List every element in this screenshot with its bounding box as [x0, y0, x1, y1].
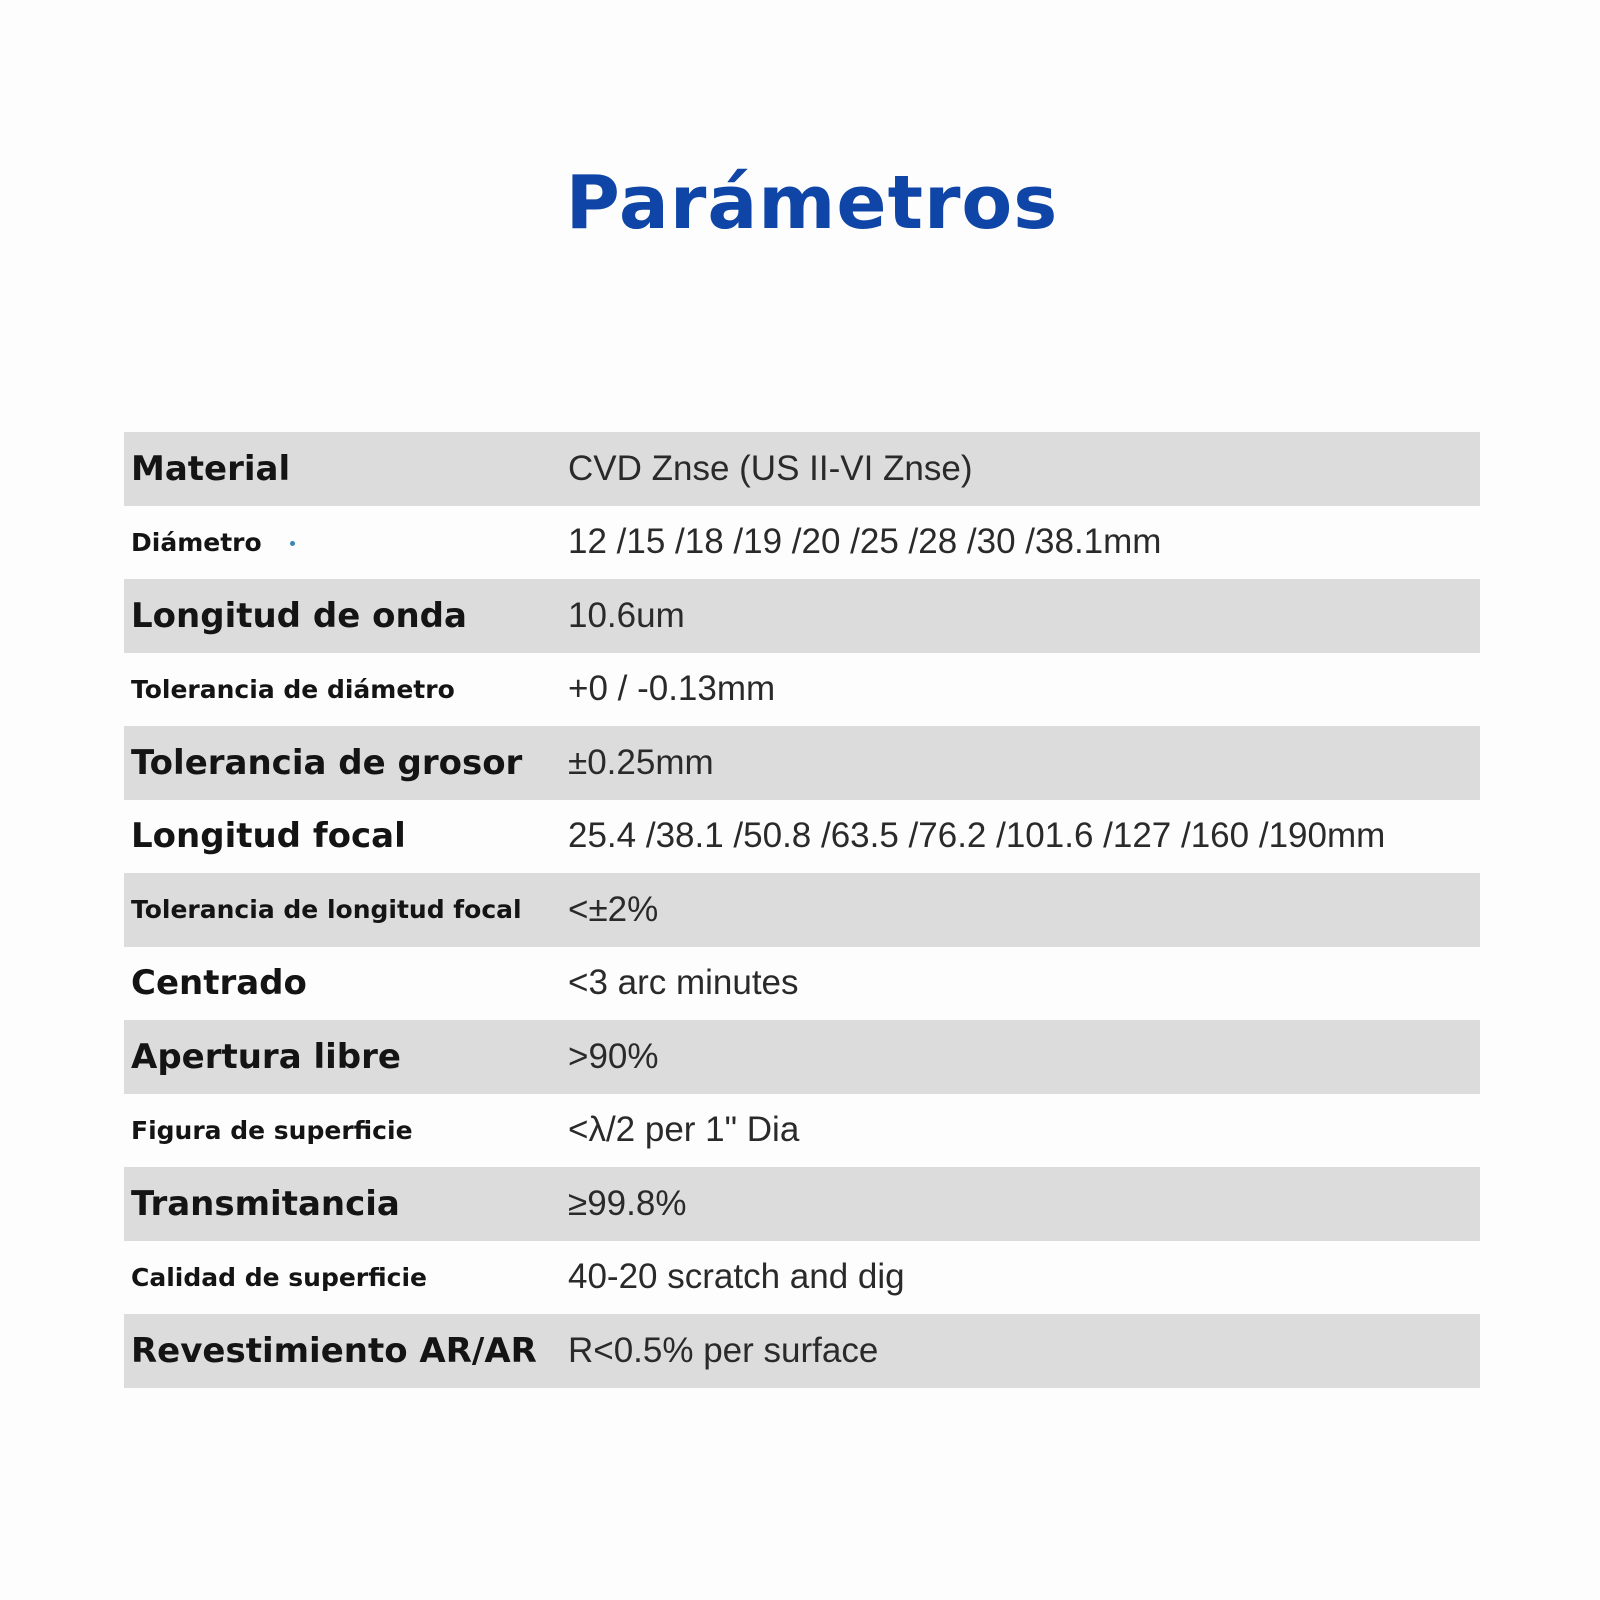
- spec-value: ±0.25mm: [568, 742, 714, 782]
- spec-row-material: [124, 432, 1480, 506]
- spec-row-longitud-onda: [124, 579, 1480, 653]
- spec-row-transmitancia: [124, 1167, 1480, 1241]
- spec-value: <±2%: [568, 889, 659, 929]
- spec-row-longitud-focal: [124, 800, 1480, 874]
- spec-row-centrado: [124, 947, 1480, 1021]
- spec-value: >90%: [568, 1036, 659, 1076]
- spec-value: <λ/2 per 1" Dia: [568, 1110, 800, 1150]
- spec-label: Longitud focal: [131, 816, 406, 857]
- dot-icon: [290, 541, 295, 546]
- spec-label: Apertura libre: [131, 1036, 401, 1077]
- spec-label: Diámetro: [131, 527, 262, 557]
- spec-row-revestimiento: [124, 1314, 1480, 1388]
- spec-label: Tolerancia de longitud focal: [131, 895, 522, 925]
- spec-value: <3 arc minutes: [568, 963, 799, 1003]
- spec-label: Material: [131, 448, 291, 489]
- spec-label-wrap: [131, 528, 295, 557]
- spec-row-tolerancia-grosor: [124, 726, 1480, 800]
- spec-row-calidad-superficie: [124, 1241, 1480, 1315]
- spec-value: CVD Znse (US II-VI Znse): [568, 448, 973, 488]
- spec-value: ≥99.8%: [568, 1183, 687, 1223]
- spec-table: [124, 432, 1480, 1388]
- spec-row-diametro: [124, 506, 1480, 580]
- spec-label: Transmitancia: [131, 1183, 400, 1224]
- spec-label: Figura de superficie: [131, 1115, 413, 1145]
- spec-label: Calidad de superficie: [131, 1262, 428, 1292]
- spec-value: 12 /15 /18 /19 /20 /25 /28 /30 /38.1mm: [568, 522, 1162, 562]
- spec-row-tolerancia-longitud-focal: [124, 873, 1480, 947]
- page-title: Parámetros: [565, 160, 1059, 246]
- spec-value: 10.6um: [568, 595, 685, 635]
- spec-value: 40-20 scratch and dig: [568, 1257, 905, 1297]
- spec-label: Revestimiento AR/AR: [131, 1330, 537, 1371]
- spec-row-apertura-libre: [124, 1020, 1480, 1094]
- spec-label: Tolerancia de grosor: [131, 742, 523, 783]
- spec-value: +0 / -0.13mm: [568, 669, 776, 709]
- spec-label: Centrado: [131, 963, 307, 1004]
- spec-value: R<0.5% per surface: [568, 1330, 879, 1370]
- spec-label: Longitud de onda: [131, 595, 467, 636]
- spec-row-figura-superficie: [124, 1094, 1480, 1168]
- spec-row-tolerancia-diametro: [124, 653, 1480, 727]
- spec-value: 25.4 /38.1 /50.8 /63.5 /76.2 /101.6 /127 /160 /190mm: [568, 816, 1386, 856]
- spec-label: Tolerancia de diámetro: [131, 674, 455, 704]
